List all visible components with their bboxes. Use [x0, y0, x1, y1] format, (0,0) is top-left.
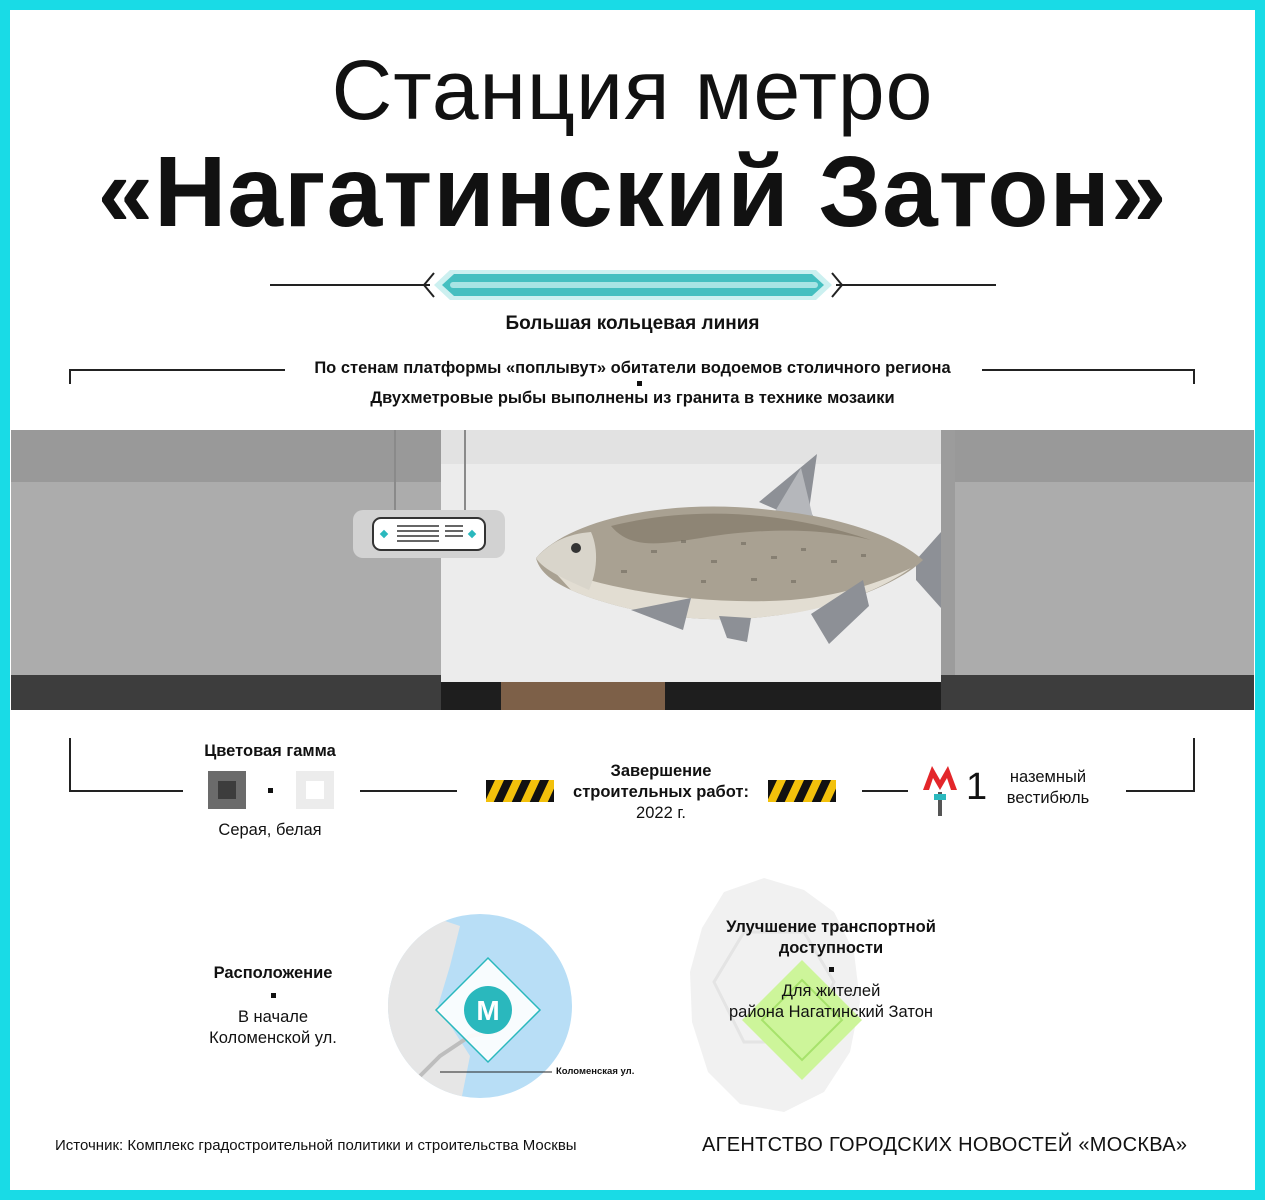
description-line-1: По стенам платформы «поплывут» обитатели водоемов столичного региона [0, 359, 1265, 378]
location-line-2: Коломенской ул. [209, 1029, 337, 1047]
transport-dot [829, 967, 834, 972]
source-note: Источник: Комплекс градостроительной политики и строительства Москвы [55, 1137, 577, 1154]
metro-logo-icon [920, 762, 960, 818]
transport-title-2: доступности [778, 939, 884, 957]
description-line-2: Двухметровые рыбы выполнены из гранита в технике мозаики [370, 389, 895, 407]
color-scheme-value: Серая, белая [218, 821, 322, 839]
agency-name: АГЕНТСТВО ГОРОДСКИХ НОВОСТЕЙ «МОСКВА» [702, 1134, 1188, 1156]
vestibule-count: 1 [966, 766, 988, 808]
transport-line-1: Для жителей [781, 982, 881, 1000]
hazard-stripe-left [486, 780, 554, 802]
map-caption: Коломенская ул. [556, 1066, 635, 1077]
line-emblem [270, 268, 996, 304]
color-swatches [208, 771, 336, 811]
transport-title-1: Улучшение транспортной [726, 918, 936, 936]
location-map [380, 906, 660, 1116]
title-line-1: Станция метро [331, 43, 934, 137]
location-line-1: В начале [237, 1008, 309, 1026]
location-dot [271, 993, 276, 998]
completion-line-2: строительных работ: [573, 783, 749, 801]
completion-year: 2022 г. [636, 804, 686, 822]
location-title: Расположение [213, 964, 333, 982]
transport-line-2: района Нагатинский Затон [729, 1003, 933, 1021]
platform-illustration [11, 430, 1254, 710]
hazard-stripe-right [768, 780, 836, 802]
map-metro-letter: М [476, 995, 500, 1026]
line-name: Большая кольцевая линия [505, 313, 760, 334]
station-name: «Нагатинский Затон» [97, 136, 1168, 248]
vestibule-line-1: наземный [1009, 768, 1087, 786]
vestibule-line-2: вестибюль [1006, 789, 1090, 807]
completion-line-1: Завершение [610, 762, 712, 780]
color-scheme-title: Цветовая гамма [204, 742, 336, 760]
